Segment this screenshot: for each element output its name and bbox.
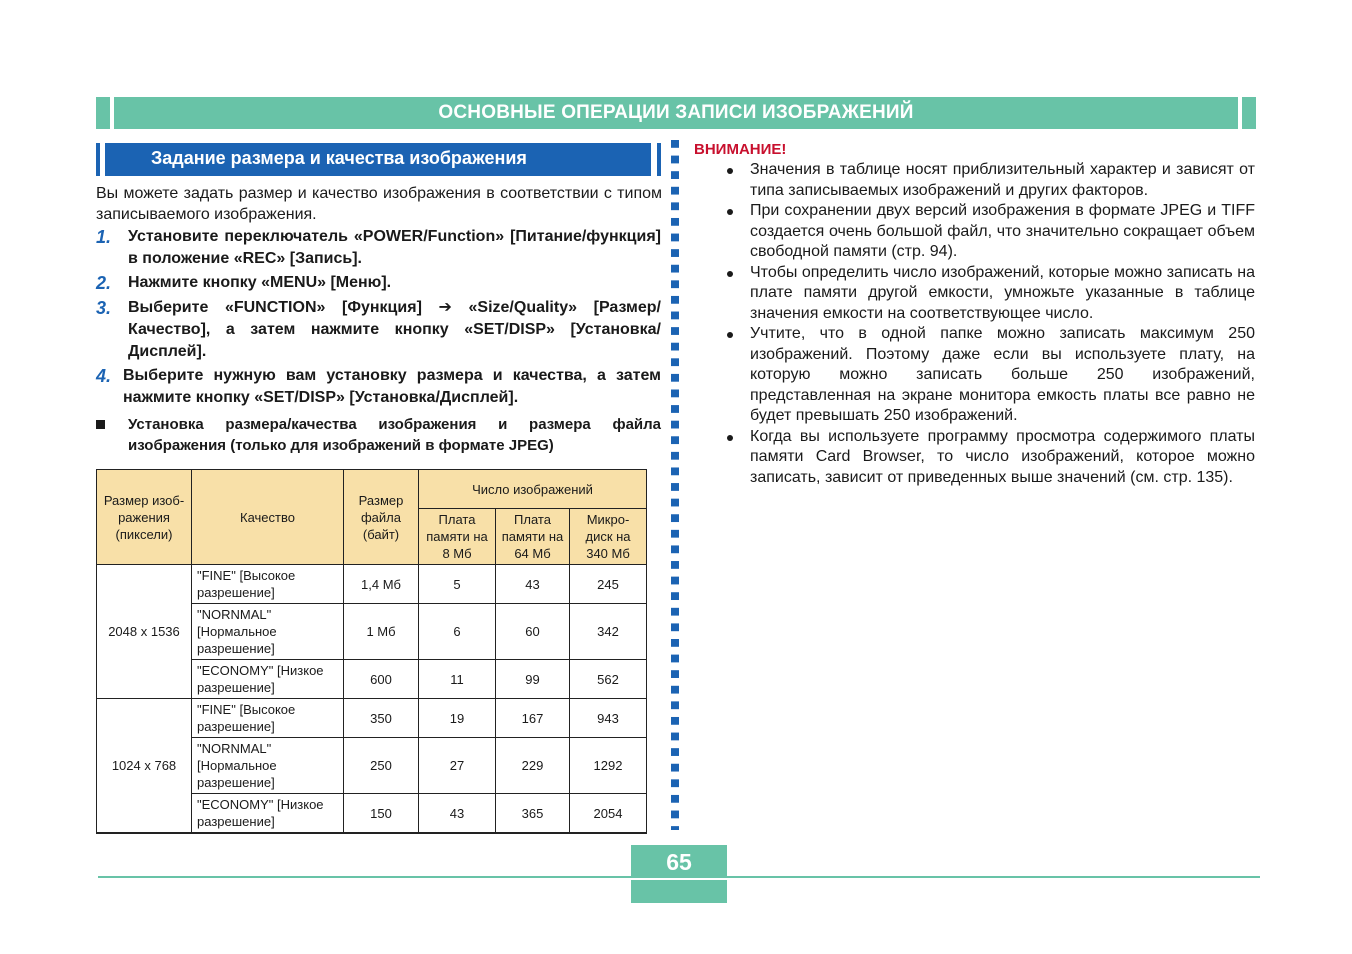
chapter-banner <box>96 97 1256 129</box>
step-number: 2. <box>96 273 112 293</box>
bullet-icon <box>727 168 733 174</box>
header-quality: Качество <box>192 470 344 565</box>
list-item: Когда вы используете программу просмотра содержимого платы памяти Card Browser, то число изображений, которое можно записать, зависит от приведенных выше значений (см. стр. 135). <box>722 427 1255 489</box>
bullet-icon <box>727 209 733 215</box>
step-4 <box>96 365 661 409</box>
header-card-8mb: Плата памяти на 8 Мб <box>419 509 496 565</box>
list-item: При сохранении двух версий изображения в формате JPEG и TIFF создается очень большой файл, что значительно сокращает объем свободной памяти (стр. 94). <box>722 201 1255 263</box>
step-text: Установите переключатель «POWER/Function» [Питание/функция] в положение «REC» [Запись]. <box>128 228 661 267</box>
step-2 <box>96 272 661 294</box>
list-item: Чтобы определить число изображений, которые можно записать на плате памяти другой емкости, умножьте указанные в таблице значения емкости на соответствующее число. <box>722 263 1255 325</box>
cell-quality: "ECONOMY" [Низкое разрешение] <box>192 794 344 834</box>
intro-paragraph: Вы можете задать размер и качество изображения в соответствии с типом записываемого изображения. <box>96 185 662 223</box>
list-item: Значения в таблице носят приблизительный характер и зависят от типа записываемых изображений и других факторов. <box>722 160 1255 201</box>
bullet-icon <box>727 332 733 338</box>
cell-count-340mb: 562 <box>570 660 647 699</box>
cell-count-8mb: 5 <box>419 565 496 604</box>
cell-count-64mb: 99 <box>496 660 570 699</box>
cell-count-64mb: 60 <box>496 604 570 660</box>
cell-file-size: 600 <box>344 660 419 699</box>
section-title: Задание размера и качества изображения <box>105 143 651 176</box>
table-row <box>97 699 647 738</box>
cell-count-8mb: 19 <box>419 699 496 738</box>
cell-count-8mb: 6 <box>419 604 496 660</box>
cell-count-340mb: 1292 <box>570 738 647 794</box>
dotted-column-divider <box>671 140 679 830</box>
cell-image-size: 2048 x 1536 <box>97 565 192 699</box>
page-number-box <box>631 845 727 903</box>
cell-file-size: 1 Мб <box>344 604 419 660</box>
bullet-icon <box>727 271 733 277</box>
header-image-size: Размер изоб-ражения (пиксели) <box>97 470 192 565</box>
header-image-count: Число изображений <box>419 470 647 509</box>
cell-count-8mb: 27 <box>419 738 496 794</box>
cell-image-size: 1024 x 768 <box>97 699 192 834</box>
table-row <box>97 565 647 604</box>
list-item: Учтите, что в одной папке можно записать максимум 250 изображений. Поэтому даже если вы используете плату, на которую можно записать больше 250 изображений, представленная на экране монитора емкость платы все равно не будет превышать 250 изображений. <box>722 324 1255 427</box>
cell-quality: "ECONOMY" [Низкое разрешение] <box>192 660 344 699</box>
chapter-title: ОСНОВНЫЕ ОПЕРАЦИИ ЗАПИСИ ИЗОБРАЖЕНИЙ <box>438 102 914 123</box>
cell-file-size: 150 <box>344 794 419 834</box>
caution-list <box>722 160 1255 488</box>
step-text: Выберите «FUNCTION» [Функция] ➔ «Size/Quality» [Размер/Качество], а затем нажмите кнопку «SET/DISP» [Установка/Дисплей]. <box>128 299 661 360</box>
caution-title: ВНИМАНИЕ! <box>694 141 787 158</box>
cell-count-340mb: 2054 <box>570 794 647 834</box>
step-number: 3. <box>96 298 112 318</box>
cell-quality: "NORNMAL" [Нормальное разрешение] <box>192 604 344 660</box>
step-number: 4. <box>96 366 112 386</box>
table-caption: Установка размера/качества изображения и размера файла изображения (только для изображений в формате JPEG) <box>96 414 661 456</box>
step-3 <box>96 297 661 363</box>
section-header <box>96 143 661 176</box>
cell-quality: "FINE" [Высокое разрешение] <box>192 565 344 604</box>
cell-count-340mb: 943 <box>570 699 647 738</box>
cell-file-size: 350 <box>344 699 419 738</box>
cell-count-340mb: 342 <box>570 604 647 660</box>
step-text: Нажмите кнопку «MENU» [Меню]. <box>128 274 392 291</box>
step-1 <box>96 226 661 270</box>
step-text: Выберите нужную вам установку размера и качества, а затем нажмите кнопку «SET/DISP» [Установка/Дисплей]. <box>123 367 661 406</box>
cell-count-8mb: 11 <box>419 660 496 699</box>
cell-quality: "FINE" [Высокое разрешение] <box>192 699 344 738</box>
page-number: 65 <box>666 849 692 875</box>
cell-count-64mb: 365 <box>496 794 570 834</box>
cell-count-64mb: 229 <box>496 738 570 794</box>
header-microdrive-340mb: Микро-диск на 340 Мб <box>570 509 647 565</box>
header-file-size: Размер файла (байт) <box>344 470 419 565</box>
cell-count-64mb: 167 <box>496 699 570 738</box>
step-number: 1. <box>96 227 112 247</box>
square-bullet-icon <box>96 420 105 429</box>
cell-quality: "NORNMAL" [Нормальное разрешение] <box>192 738 344 794</box>
cell-count-340mb: 245 <box>570 565 647 604</box>
cell-count-8mb: 43 <box>419 794 496 834</box>
size-quality-table <box>96 469 647 834</box>
bullet-icon <box>727 435 733 441</box>
cell-file-size: 1,4 Мб <box>344 565 419 604</box>
cell-file-size: 250 <box>344 738 419 794</box>
header-card-64mb: Плата памяти на 64 Мб <box>496 509 570 565</box>
cell-count-64mb: 43 <box>496 565 570 604</box>
